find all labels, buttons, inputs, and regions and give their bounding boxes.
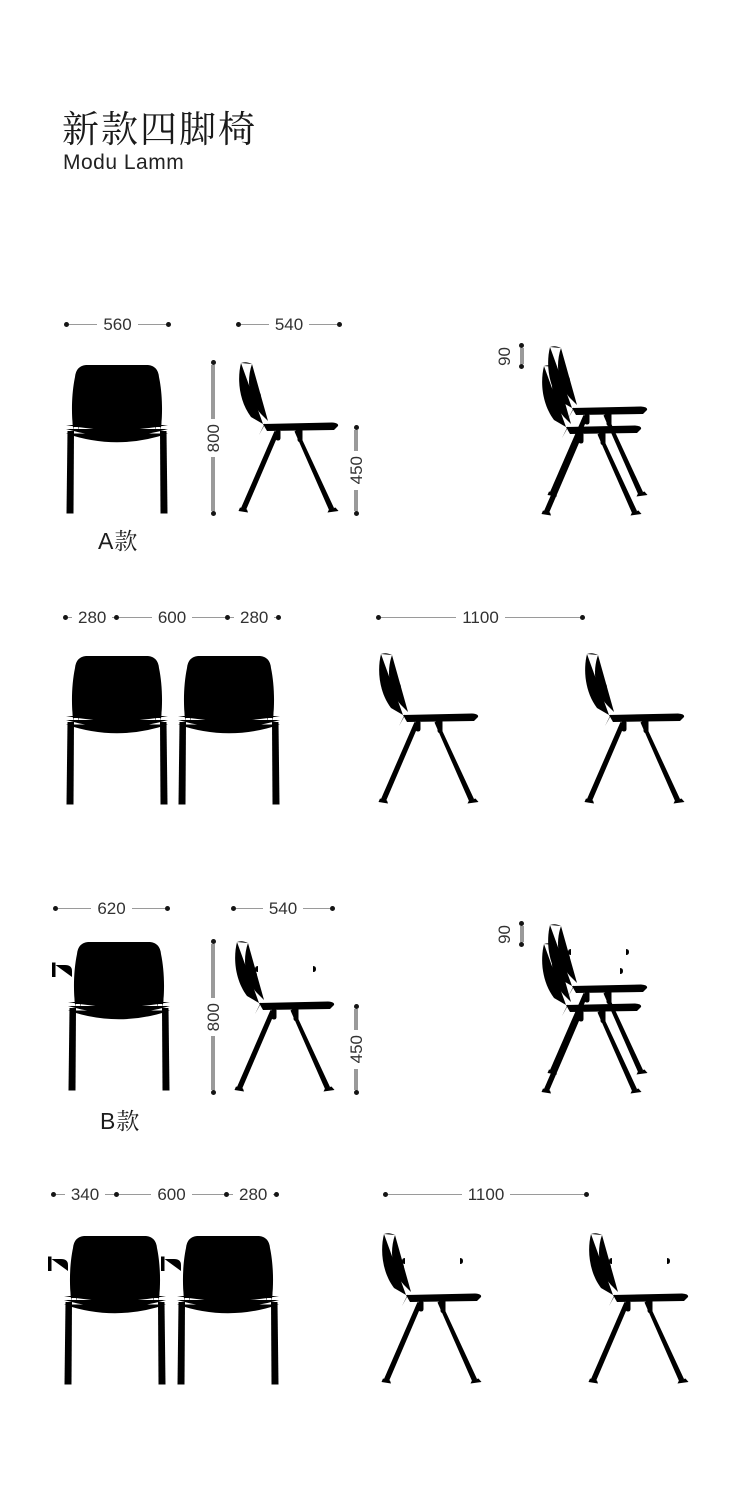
dim-dot [211, 511, 216, 516]
dim-line [138, 324, 166, 325]
dim-line [354, 1069, 358, 1090]
dim-value: 800 [203, 423, 223, 453]
dim-line [236, 908, 263, 909]
chair-b-front-view [40, 938, 172, 1091]
dim-line [354, 490, 358, 511]
dim-line [132, 908, 165, 909]
page-subtitle: Modu Lamm [63, 151, 185, 174]
dim-dot [330, 906, 335, 911]
chair-a-stacked-view [538, 345, 656, 517]
dim-line [211, 944, 215, 998]
chair-a-side-view [237, 361, 341, 513]
dim-value: 600 [157, 1184, 186, 1204]
dim-line [510, 1194, 584, 1195]
dim-value: 540 [274, 314, 304, 334]
dim-value: 800 [203, 1002, 223, 1032]
dim-b-pair-segments [51, 1186, 279, 1202]
dim-line [119, 1194, 151, 1195]
dim-line [192, 1194, 224, 1195]
dim-line [58, 908, 91, 909]
dim-a-overall-height [203, 360, 223, 516]
dim-dot [276, 615, 281, 620]
dim-b-overall-height [203, 939, 223, 1095]
dim-value: 540 [268, 898, 298, 918]
dim-dot [584, 1192, 589, 1197]
dim-dot [166, 322, 171, 327]
dim-line [520, 348, 524, 364]
dim-dot [580, 615, 585, 620]
dim-line [309, 324, 337, 325]
dim-value: 560 [103, 314, 132, 334]
dim-line [241, 324, 269, 325]
dim-value: 620 [97, 898, 126, 918]
dim-a-seat-height [346, 425, 366, 516]
dim-line [354, 430, 358, 451]
chair-a-front-pair-view [62, 652, 284, 805]
dim-line [105, 1194, 114, 1195]
dim-b-stack-pitch [496, 919, 524, 949]
dim-line [505, 617, 580, 618]
dim-value: 450 [346, 1035, 366, 1064]
dim-value: 1100 [462, 607, 499, 627]
dim-line [381, 617, 456, 618]
dim-dot [354, 511, 359, 516]
dim-dot [354, 1090, 359, 1095]
dim-value: 280 [239, 1184, 268, 1204]
dim-dot [211, 1090, 216, 1095]
dim-a-side-depth [236, 316, 342, 332]
dim-dot [519, 364, 524, 369]
dim-dot [519, 942, 524, 947]
style-a-label: A款 [98, 528, 139, 554]
style-b-label: B款 [100, 1108, 141, 1134]
dim-dot [337, 322, 342, 327]
dim-line [119, 617, 152, 618]
dim-value: 280 [78, 607, 107, 627]
chair-b-front-pair-view [38, 1230, 288, 1386]
dim-value: 90 [495, 346, 514, 366]
dim-line [211, 365, 215, 419]
dim-b-seat-height [346, 1004, 366, 1095]
dim-line [388, 1194, 462, 1195]
dim-a-pair-segments [63, 609, 281, 625]
dim-a-front-width [64, 316, 171, 332]
dim-line [303, 908, 330, 909]
chair-b-side-view [233, 940, 337, 1092]
dim-b-pair-total-depth [383, 1186, 589, 1202]
chair-b-stacked-view [538, 923, 656, 1095]
dim-value: 90 [495, 924, 514, 944]
dim-value: 1100 [467, 1184, 505, 1204]
dim-value: 600 [157, 607, 187, 627]
chair-a-front-view [64, 361, 170, 514]
dim-a-stack-pitch [496, 341, 524, 371]
chair-a-side-pair-view [377, 652, 689, 804]
dim-b-front-width [53, 900, 170, 916]
dim-line [56, 1194, 65, 1195]
page-title: 新款四脚椅 [62, 109, 257, 150]
dim-line [354, 1009, 358, 1030]
dim-a-pair-total-depth [376, 609, 585, 625]
chair-b-side-pair-view [380, 1232, 692, 1384]
dim-b-side-depth [231, 900, 335, 916]
dim-line [211, 1036, 215, 1090]
dim-dot [165, 906, 170, 911]
dim-line [520, 926, 524, 942]
dim-value: 340 [70, 1184, 100, 1204]
dim-dot [274, 1192, 279, 1197]
dim-line [211, 457, 215, 511]
dim-line [69, 324, 97, 325]
dim-value: 280 [240, 607, 269, 627]
dim-value: 450 [346, 456, 366, 485]
dim-line [192, 617, 225, 618]
